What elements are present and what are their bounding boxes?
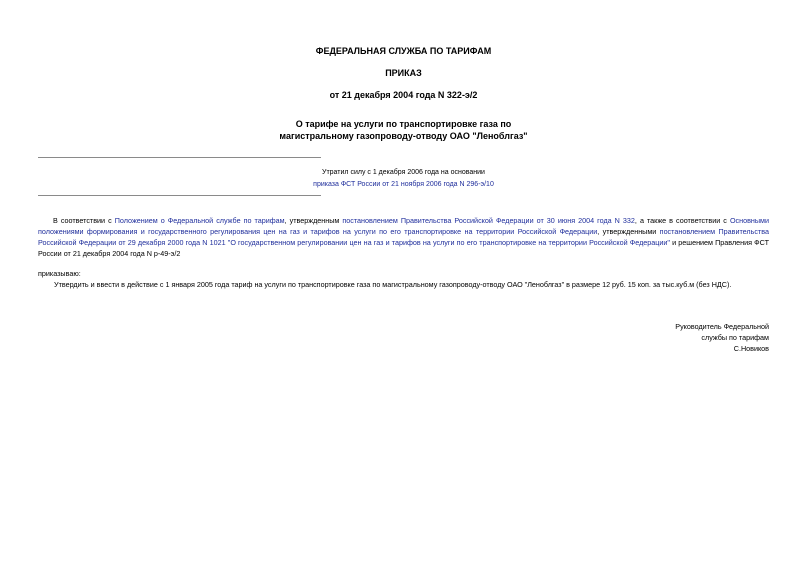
regulation-fst-link[interactable]: Положением о Федеральной службе по тарифам <box>114 216 285 225</box>
repeal-notice: Утратил силу с 1 декабря 2006 года на основании <box>322 169 485 176</box>
preamble-text-5: и решением Правления ФСТ России от 21 декабря 2004 года N р-49-э/2 <box>38 238 769 259</box>
signatory-position-line-1: Руководитель Федеральной <box>675 322 769 331</box>
signatory-name: С.Новиков <box>733 344 769 353</box>
divider-bottom <box>38 195 321 196</box>
preamble-text-1: В соответствии с <box>53 216 115 225</box>
repeal-notice-link-line <box>300 179 507 191</box>
agency-heading: ФЕДЕРАЛЬНАЯ СЛУЖБА ПО ТАРИФАМ <box>315 46 492 56</box>
order-word: приказываю: <box>38 269 81 278</box>
document-title-line-1: О тарифе на услуги по транспортировке газа по <box>295 119 512 129</box>
preamble-paragraph <box>38 215 769 259</box>
document-date-number: от 21 декабря 2004 года N 322-э/2 <box>329 90 478 100</box>
preamble-text-4: , утвержденными <box>597 227 660 237</box>
basic-provisions-link[interactable]: Основными положениями формирования и государственного регулирования цен на газ и тарифов на услуги по его транспортировке на территории Российской Федерации <box>38 216 770 237</box>
government-decree-332-link[interactable]: постановлением Правительства Российской Федерации от 30 июня 2004 года N 332 <box>342 216 635 225</box>
preamble-text-3: , а также в соответствии с <box>634 216 730 225</box>
preamble-text-2: , утвержденным <box>284 216 343 225</box>
repeal-order-link[interactable]: приказа ФСТ России от 21 ноября 2006 года N 296-э/10 <box>313 181 494 188</box>
order-text: Утвердить и ввести в действие с 1 января 2005 года тариф на услуги по транспортировке газа по магистральному газопроводу-отводу ОАО "Леноблгаз" в размере 12 руб. 15 коп. за тыс.куб.м (без НДС). <box>54 280 732 289</box>
government-decree-1021-link[interactable]: постановлением Правительства Российской Федерации от 29 декабря 2000 года N 1021 "О государственном регулировании цен на газ и тарифов на услуги по его транспортировке на территории Российской Федерации" <box>38 227 769 248</box>
document-type-heading: ПРИКАЗ <box>385 68 422 78</box>
divider-top <box>38 157 321 158</box>
document-title-line-2: магистральному газопроводу-отводу ОАО "Леноблгаз" <box>279 131 528 141</box>
signatory-position-line-2: службы по тарифам <box>701 333 769 342</box>
